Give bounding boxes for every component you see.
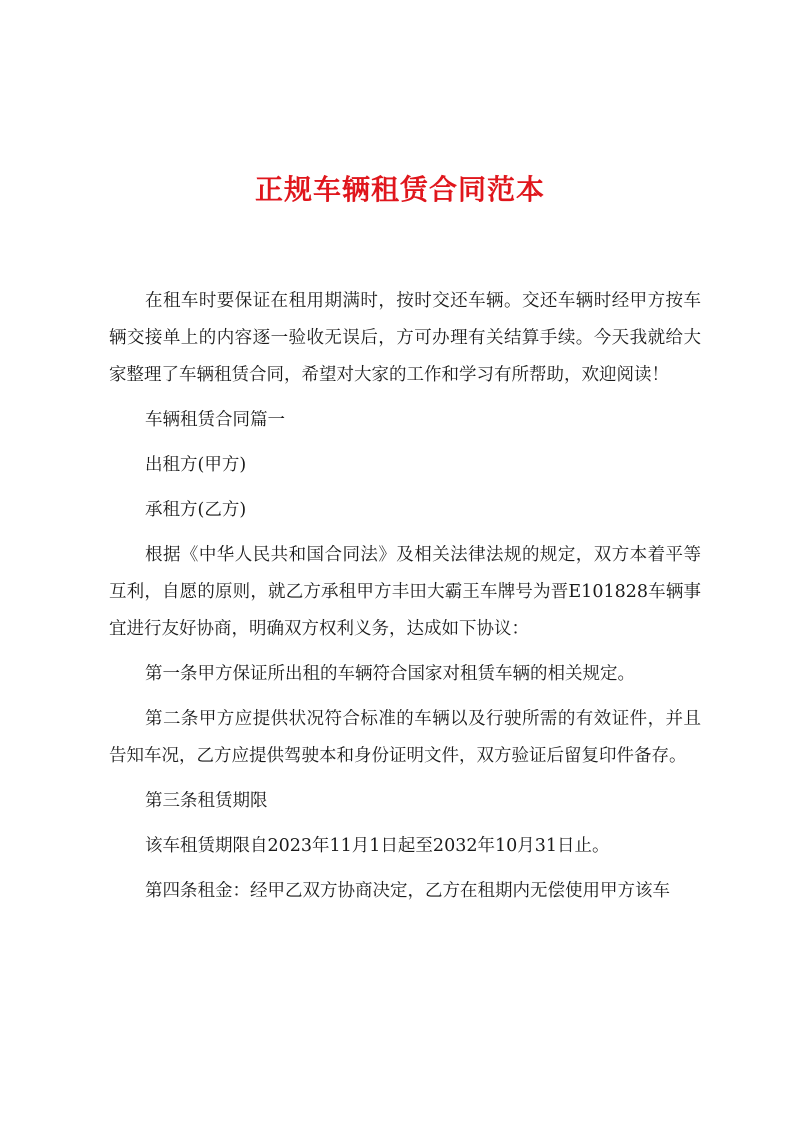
intro-paragraph: 在租车时要保证在租用期满时，按时交还车辆。交还车辆时经甲方按车辆交接单上的内容逐一验收无误后，方可办理有关结算手续。今天我就给大家整理了车辆租赁合同，希望对大家的工作和学习有所帮助，欢迎阅读！ <box>109 291 701 385</box>
lessor-line: 出租方(甲方) <box>145 455 247 475</box>
lessee-line: 承租方(乙方) <box>145 500 247 520</box>
document-title: 正规车辆租赁合同范本 <box>254 173 545 206</box>
article-4: 第四条租金：经甲乙双方协商决定，乙方在租期内无偿使用甲方该车 <box>145 881 670 901</box>
lease-term-paragraph: 该车租赁期限自2023年11月1日起至2032年10月31日止。 <box>145 836 610 856</box>
article-1: 第一条甲方保证所出租的车辆符合国家对租赁车辆的相关规定。 <box>145 664 635 684</box>
preamble-paragraph: 根据《中华人民共和国合同法》及相关法律法规的规定，双方本着平等互利，自愿的原则，就乙方承租甲方丰田大霸王车牌号为晋E101828车辆事宜进行友好协商，明确双方权利义务，达成如下协议： <box>109 545 701 639</box>
article-2: 第二条甲方应提供状况符合标准的车辆以及行驶所需的有效证件，并且告知车况，乙方应提供驾驶本和身份证明文件，双方验证后留复印件备存。 <box>109 709 701 766</box>
article-3-heading: 第三条租赁期限 <box>145 791 268 811</box>
section-heading: 车辆租赁合同篇一 <box>145 410 285 430</box>
document-body <box>109 283 701 918</box>
